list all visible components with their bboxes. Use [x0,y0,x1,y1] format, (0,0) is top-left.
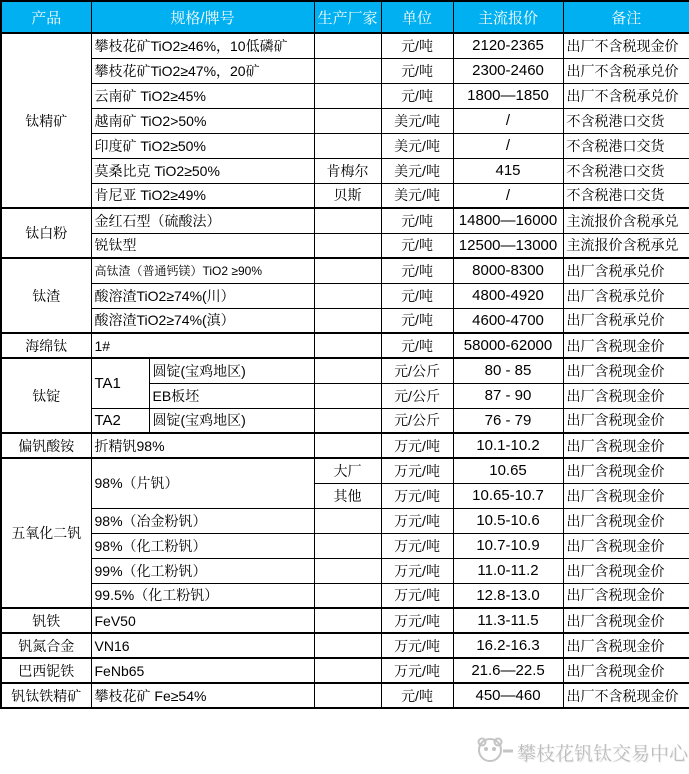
table-row [1,358,689,383]
note-cell: 出厂含税现金价 [563,408,689,433]
note-cell: 出厂含税承兑价 [563,308,689,333]
unit-cell: 万元/吨 [381,533,453,558]
table-row [1,658,689,683]
maker-cell [314,583,381,608]
grade-cell: TA1 [91,358,149,408]
price-cell: 14800—16000 [453,208,563,233]
maker-cell [314,133,381,158]
table-row [1,558,689,583]
note-cell: 不含税港口交货 [563,133,689,158]
price-cell: 10.65-10.7 [453,483,563,508]
spec-cell: EB板坯 [149,383,314,408]
maker-cell [314,33,381,58]
unit-cell: 单位 [381,1,453,33]
maker-cell [314,608,381,633]
note-cell: 出厂含税现金价 [563,483,689,508]
spec-cell: FeV50 [91,608,314,633]
maker-cell [314,408,381,433]
note-cell: 出厂不含税现金价 [563,33,689,58]
table-row [1,308,689,333]
product-cell: 五氧化二钒 [1,458,91,608]
unit-cell: 元/公斤 [381,383,453,408]
unit-cell: 元/吨 [381,683,453,708]
spec-cell: 莫桑比克 TiO2≥50% [91,158,314,183]
spec-cell: 金红石型（硫酸法） [91,208,314,233]
unit-cell: 元/吨 [381,33,453,58]
unit-cell: 元/吨 [381,58,453,83]
table-row [1,633,689,658]
spec-cell: 99%（化工粉钒） [91,558,314,583]
table-row [1,258,689,283]
unit-cell: 元/吨 [381,258,453,283]
maker-cell [314,533,381,558]
note-cell: 出厂不含税承兑价 [563,83,689,108]
note-cell: 出厂含税现金价 [563,558,689,583]
spec-cell: 云南矿 TiO2≥45% [91,83,314,108]
spec-cell: VN16 [91,633,314,658]
price-cell: / [453,183,563,208]
unit-cell: 万元/吨 [381,483,453,508]
note-cell: 主流报价含税承兑 [563,233,689,258]
table-row [1,83,689,108]
table-row [1,58,689,83]
maker-cell: 大厂 [314,458,381,483]
spec-cell: 98%（片钒） [91,458,314,508]
product-cell: 偏钒酸铵 [1,433,91,458]
spec-cell: 高钛渣（普通钙镁）TiO2 ≥90% [91,258,314,283]
table-header [1,1,689,33]
spec-cell: 规格/牌号 [91,1,314,33]
unit-cell: 元/公斤 [381,408,453,433]
table-row [1,433,689,458]
unit-cell: 万元/吨 [381,658,453,683]
table-row [1,583,689,608]
table-row [1,133,689,158]
spec-cell: FeNb65 [91,658,314,683]
unit-cell: 万元/吨 [381,508,453,533]
maker-cell: 肯梅尔 [314,158,381,183]
maker-cell [314,258,381,283]
unit-cell: 万元/吨 [381,583,453,608]
note-cell: 出厂含税现金价 [563,333,689,358]
unit-cell: 万元/吨 [381,633,453,658]
price-cell: 80 - 85 [453,358,563,383]
maker-cell [314,108,381,133]
spec-cell: 攀枝花矿TiO2≥47%，20矿 [91,58,314,83]
unit-cell: 万元/吨 [381,458,453,483]
price-cell: 2300-2460 [453,58,563,83]
header-row [1,1,689,33]
spec-cell: 1# [91,333,314,358]
watermark-text: 攀枝花钒钛交易中心 [517,743,689,765]
table-row [1,158,689,183]
price-cell: 10.65 [453,458,563,483]
product-cell: 钒氮合金 [1,633,91,658]
maker-cell [314,558,381,583]
unit-cell: 元/吨 [381,283,453,308]
spec-cell: 圆锭(宝鸡地区) [149,408,314,433]
maker-cell [314,308,381,333]
price-cell: 450—460 [453,683,563,708]
note-cell: 出厂含税现金价 [563,508,689,533]
unit-cell: 元/吨 [381,233,453,258]
price-cell: 12500—13000 [453,233,563,258]
product-cell: 钒铁 [1,608,91,633]
price-cell: 76 - 79 [453,408,563,433]
unit-cell: 万元/吨 [381,433,453,458]
price-cell: / [453,108,563,133]
unit-cell: 美元/吨 [381,108,453,133]
note-cell: 备注 [563,1,689,33]
spec-cell: 越南矿 TiO2>50% [91,108,314,133]
price-cell: 21.6—22.5 [453,658,563,683]
grade-cell: TA2 [91,408,149,433]
product-cell: 海绵钛 [1,333,91,358]
maker-cell [314,333,381,358]
product-cell: 钛渣 [1,258,91,333]
note-cell: 出厂含税现金价 [563,533,689,558]
spec-cell: 锐钛型 [91,233,314,258]
spec-cell: 印度矿 TiO2≥50% [91,133,314,158]
spec-cell: 酸溶渣TiO2≥74%(滇） [91,308,314,333]
maker-cell [314,358,381,383]
unit-cell: 元/公斤 [381,358,453,383]
table-row [1,183,689,208]
price-cell: 10.1-10.2 [453,433,563,458]
spec-cell: 肯尼亚 TiO2≥49% [91,183,314,208]
spec-cell: 98%（冶金粉钒） [91,508,314,533]
maker-cell [314,433,381,458]
product-cell: 钛精矿 [1,33,91,208]
note-cell: 出厂含税现金价 [563,458,689,483]
unit-cell: 万元/吨 [381,608,453,633]
table-row [1,283,689,308]
price-cell: / [453,133,563,158]
maker-cell [314,383,381,408]
note-cell: 出厂含税现金价 [563,633,689,658]
note-cell: 出厂含税现金价 [563,583,689,608]
table-row [1,683,689,708]
spec-cell: 98%（化工粉钒） [91,533,314,558]
table-row [1,533,689,558]
note-cell: 出厂含税现金价 [563,383,689,408]
note-cell: 不含税港口交货 [563,158,689,183]
product-cell: 产品 [1,1,91,33]
unit-cell: 美元/吨 [381,158,453,183]
price-cell: 10.7-10.9 [453,533,563,558]
watermark-logo-icon [474,733,514,771]
price-cell: 1800—1850 [453,83,563,108]
maker-cell [314,208,381,233]
maker-cell [314,683,381,708]
price-cell: 4600-4700 [453,308,563,333]
price-cell: 11.0-11.2 [453,558,563,583]
maker-cell [314,283,381,308]
product-cell: 钛白粉 [1,208,91,258]
unit-cell: 万元/吨 [381,558,453,583]
table-row [1,233,689,258]
note-cell: 出厂不含税现金价 [563,683,689,708]
spec-cell: 酸溶渣TiO2≥74%(川） [91,283,314,308]
table-row [1,333,689,358]
table-row [1,608,689,633]
unit-cell: 元/吨 [381,333,453,358]
price-cell: 2120-2365 [453,33,563,58]
maker-cell [314,58,381,83]
product-cell: 巴西铌铁 [1,658,91,683]
price-cell: 4800-4920 [453,283,563,308]
note-cell: 出厂含税现金价 [563,608,689,633]
table-body [1,33,689,708]
maker-cell [314,233,381,258]
spec-cell: 99.5%（化工粉钒） [91,583,314,608]
spec-cell: 折精钒98% [91,433,314,458]
watermark [474,733,688,771]
maker-cell [314,633,381,658]
table-row [1,408,689,433]
price-cell: 16.2-16.3 [453,633,563,658]
note-cell: 出厂含税现金价 [563,433,689,458]
note-cell: 不含税港口交货 [563,183,689,208]
price-cell: 415 [453,158,563,183]
note-cell: 出厂含税现金价 [563,658,689,683]
table-row [1,458,689,483]
price-cell: 主流报价 [453,1,563,33]
maker-cell [314,658,381,683]
price-cell: 58000-62000 [453,333,563,358]
product-cell: 钛锭 [1,358,91,433]
price-cell: 11.3-11.5 [453,608,563,633]
maker-cell [314,508,381,533]
price-cell: 8000-8300 [453,258,563,283]
product-cell: 钒钛铁精矿 [1,683,91,708]
maker-cell [314,83,381,108]
note-cell: 出厂含税现金价 [563,358,689,383]
unit-cell: 美元/吨 [381,133,453,158]
note-cell: 出厂含税承兑价 [563,283,689,308]
note-cell: 主流报价含税承兑 [563,208,689,233]
note-cell: 出厂不含税承兑价 [563,58,689,83]
maker-cell: 其他 [314,483,381,508]
spec-cell: 攀枝花矿TiO2≥46%，10低磷矿 [91,33,314,58]
unit-cell: 美元/吨 [381,183,453,208]
price-cell: 12.8-13.0 [453,583,563,608]
unit-cell: 元/吨 [381,308,453,333]
unit-cell: 元/吨 [381,83,453,108]
spec-cell: 圆锭(宝鸡地区) [149,358,314,383]
table-row [1,508,689,533]
note-cell: 不含税港口交货 [563,108,689,133]
price-cell: 87 - 90 [453,383,563,408]
maker-cell: 生产厂家 [314,1,381,33]
note-cell: 出厂含税承兑价 [563,258,689,283]
table-row [1,33,689,58]
price-cell: 10.5-10.6 [453,508,563,533]
maker-cell: 贝斯 [314,183,381,208]
table-row [1,108,689,133]
spec-cell: 攀枝花矿 Fe≥54% [91,683,314,708]
unit-cell: 元/吨 [381,208,453,233]
table-row [1,208,689,233]
